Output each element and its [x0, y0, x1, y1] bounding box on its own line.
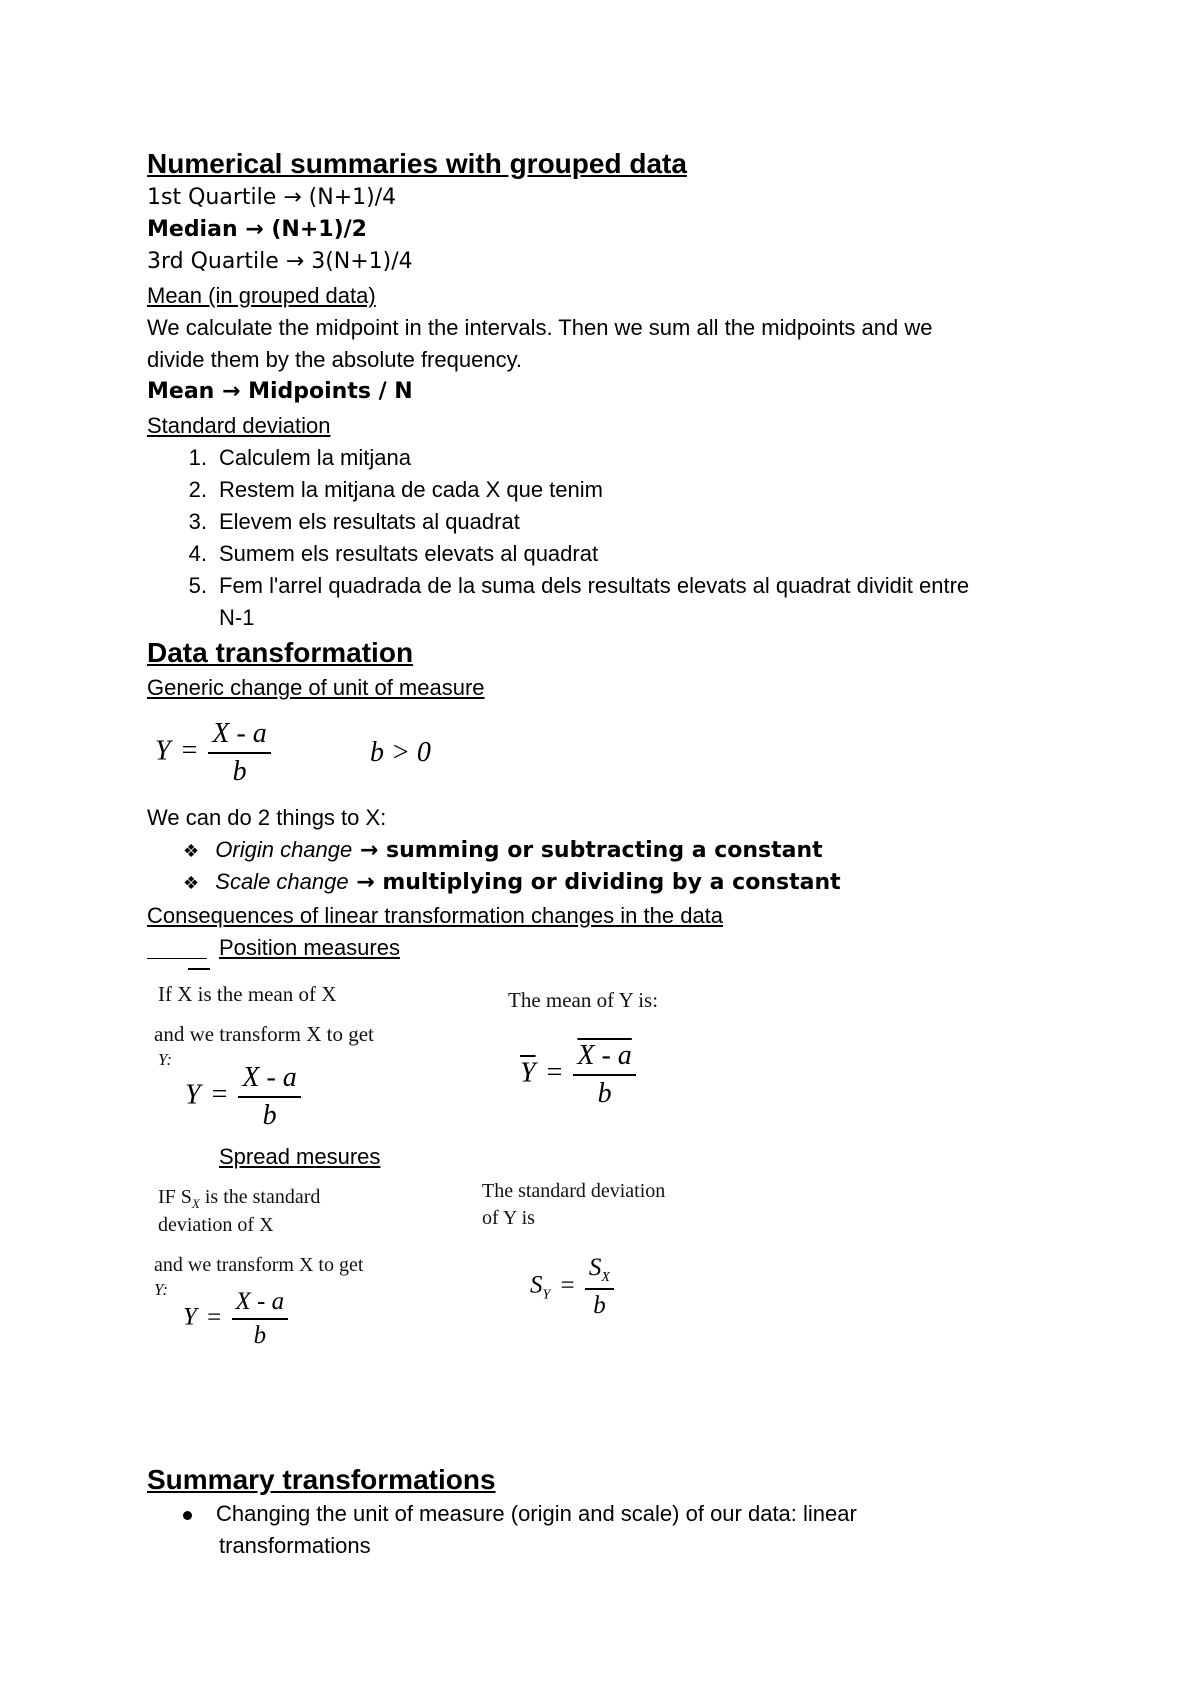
- spr-left-line-1: IF $S_X$ is the standard: [158, 1186, 321, 1211]
- pos-left-line-1: If X is the mean of X: [158, 982, 337, 1006]
- list-item: 3. Elevem els resultats al quadrat: [188, 509, 520, 534]
- diamond-bullet-icon: ❖: [183, 873, 200, 894]
- section-title-grouped-data: Numerical summaries with grouped data: [147, 148, 687, 179]
- mean-formula: Mean → Midpoints / N: [147, 379, 413, 404]
- list-item: ❖ Origin change → summing or subtracting a constant: [183, 837, 823, 863]
- sd-heading: Standard deviation: [147, 413, 331, 438]
- mean-text-line-1: We calculate the midpoint in the intervals. Then we sum all the midpoints and we: [147, 315, 933, 340]
- overline-bar: [188, 968, 210, 970]
- pos-left-formula: Y = $\frac{X - a}{b}$: [185, 1062, 301, 1132]
- list-item: ❖ Scale change → multiplying or dividing by a constant: [183, 869, 841, 895]
- underline-indent: [147, 958, 207, 959]
- intro-text: We can do 2 things to X:: [147, 805, 387, 830]
- spr-right-line-2: of Y is: [482, 1207, 535, 1229]
- condition-formula: b > 0: [370, 737, 431, 768]
- mean-heading: Mean (in grouped data): [147, 283, 376, 308]
- list-item: Changing the unit of measure (origin and scale) of our data: linear: [183, 1498, 857, 1530]
- bullet-dot-icon: [183, 1511, 192, 1520]
- list-item: 1. Calculem la mitjana: [188, 445, 411, 470]
- list-item-continuation: N-1: [219, 605, 255, 630]
- median-line: Median → (N+1)/2: [147, 217, 367, 242]
- consequences-heading: Consequences of linear transformation changes in the data: [147, 903, 724, 928]
- mean-text-line-2: divide them by the absolute frequency.: [147, 347, 523, 372]
- spr-left-line-3: and we transform X to get: [154, 1254, 364, 1276]
- transformation-formula: Y = $\frac{X - a}{b}$: [155, 718, 271, 788]
- spr-left-line-2: deviation of X: [158, 1214, 274, 1236]
- generic-change-heading: Generic change of unit of measure: [147, 675, 485, 700]
- pos-left-line-2: and we transform X to get: [154, 1022, 374, 1046]
- spr-right-line-1: The standard deviation: [482, 1180, 666, 1202]
- section-title-data-transformation: Data transformation: [147, 637, 414, 668]
- spr-right-formula: $S_Y$ = $\frac{S_X}{b}$: [530, 1254, 614, 1320]
- pos-left-line-3: Y:: [158, 1050, 173, 1069]
- list-item-continuation: transformations: [219, 1533, 371, 1558]
- third-quartile-line: 3rd Quartile → 3(N+1)/4: [147, 249, 413, 274]
- spread-measures-heading: Spread mesures: [219, 1144, 381, 1169]
- list-item: 5. Fem l'arrel quadrada de la suma dels resultats elevats al quadrat dividit entre: [188, 573, 970, 598]
- spr-left-formula: Y = $\frac{X - a}{b}$: [183, 1288, 288, 1350]
- list-item: 4. Sumem els resultats elevats al quadrat: [188, 541, 599, 566]
- spr-left-line-4: Y:: [154, 1280, 169, 1299]
- position-measures-heading: Position measures: [219, 935, 400, 960]
- pos-right-formula: $\overline{Y}$ = $\frac{X - a}{b}$: [520, 1040, 636, 1110]
- first-quartile-line: 1st Quartile → (N+1)/4: [147, 185, 397, 210]
- list-item: 2. Restem la mitjana de cada X que tenim: [188, 477, 603, 502]
- diamond-bullet-icon: ❖: [183, 841, 200, 862]
- pos-right-line-1: The mean of Y is:: [508, 988, 659, 1012]
- section-title-summary-transformations: Summary transformations: [147, 1464, 496, 1495]
